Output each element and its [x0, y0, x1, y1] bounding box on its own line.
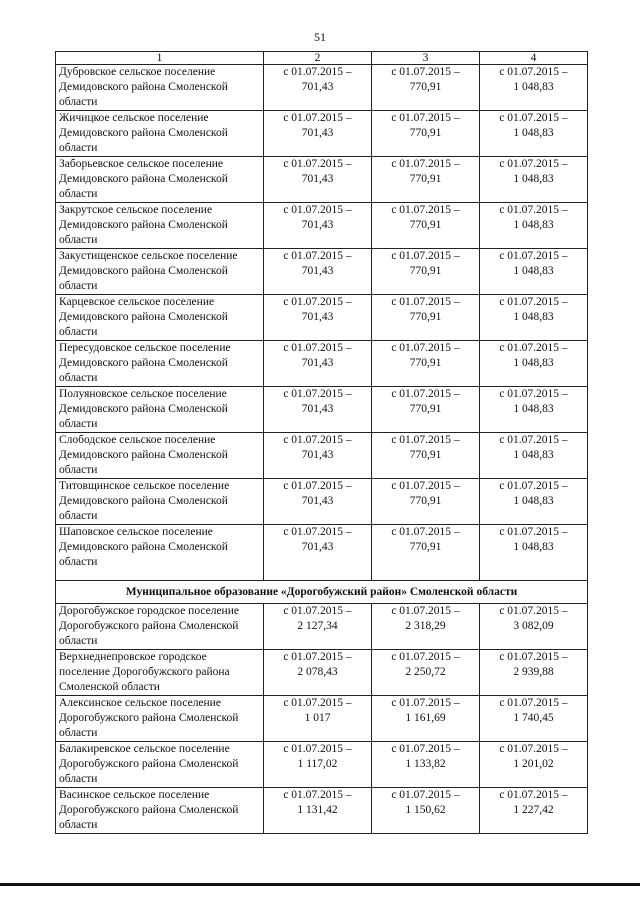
tariff-date: с 01.07.2015 –: [391, 434, 460, 446]
settlement-name: Шаповское сельское поселение Демидовского района Смоленской области: [56, 525, 264, 581]
tariff-cell-col4: [480, 742, 588, 788]
tariff-date: с 01.07.2015 –: [499, 743, 568, 755]
table-row: [56, 203, 588, 249]
table-row: [56, 295, 588, 341]
tariff-cell-col4: [480, 295, 588, 341]
tariff-value: 1 048,83: [513, 81, 554, 93]
settlement-name: Полуяновское сельское поселение Демидовского района Смоленской области: [56, 387, 264, 433]
tariff-date: с 01.07.2015 –: [283, 605, 352, 617]
column-number-row: [56, 52, 588, 65]
tariff-cell-col4: [480, 157, 588, 203]
tariff-value: 701,43: [301, 173, 334, 185]
tariff-date: с 01.07.2015 –: [391, 66, 460, 78]
tariff-value: 770,91: [409, 219, 442, 231]
tariff-date: с 01.07.2015 –: [499, 112, 568, 124]
tariff-cell-col2: [264, 249, 372, 295]
tariff-date: с 01.07.2015 –: [283, 434, 352, 446]
table-row: [56, 111, 588, 157]
settlement-name: Дорогобужское городское поселение Дорогобужского района Смоленской области: [56, 604, 264, 650]
settlement-name: Титовщинское сельское поселение Демидовского района Смоленской области: [56, 479, 264, 525]
tariff-date: с 01.07.2015 –: [283, 112, 352, 124]
tariff-date: с 01.07.2015 –: [391, 743, 460, 755]
tariff-date: с 01.07.2015 –: [283, 789, 352, 801]
tariff-cell-col2: [264, 341, 372, 387]
tariff-cell-col4: [480, 387, 588, 433]
tariff-cell-col3: [372, 525, 480, 581]
tariff-value: 1 117,02: [297, 758, 338, 770]
tariff-date: с 01.07.2015 –: [283, 480, 352, 492]
tariff-value: 3 082,09: [513, 620, 554, 632]
tariff-value: 701,43: [301, 495, 334, 507]
tariff-cell-col3: [372, 157, 480, 203]
tariff-value: 1 740,45: [513, 712, 554, 724]
tariff-cell-col4: [480, 650, 588, 696]
tariff-cell-col4: [480, 696, 588, 742]
table-row: [56, 650, 588, 696]
table-row: [56, 742, 588, 788]
tariff-date: с 01.07.2015 –: [391, 342, 460, 354]
page-number: 51: [314, 30, 326, 44]
tariff-value: 1 150,62: [405, 804, 446, 816]
tariff-date: с 01.07.2015 –: [499, 651, 568, 663]
tariff-cell-col3: [372, 650, 480, 696]
tariff-cell-col3: [372, 604, 480, 650]
tariff-cell-col4: [480, 525, 588, 581]
settlement-name: Алексинское сельское поселение Дорогобужского района Смоленской области: [56, 696, 264, 742]
tariff-date: с 01.07.2015 –: [391, 158, 460, 170]
tariff-value: 701,43: [301, 541, 334, 553]
tariff-date: с 01.07.2015 –: [391, 605, 460, 617]
tariff-cell-col2: [264, 111, 372, 157]
tariff-date: с 01.07.2015 –: [499, 296, 568, 308]
tariff-date: с 01.07.2015 –: [283, 158, 352, 170]
tariff-table: [55, 51, 588, 834]
tariff-cell-col2: [264, 433, 372, 479]
tariff-date: с 01.07.2015 –: [499, 605, 568, 617]
tariff-date: с 01.07.2015 –: [283, 296, 352, 308]
tariff-value: 701,43: [301, 357, 334, 369]
tariff-value: 1 048,83: [513, 311, 554, 323]
settlement-name: Заборьевское сельское поселение Демидовского района Смоленской области: [56, 157, 264, 203]
settlement-name: Слободское сельское поселение Демидовского района Смоленской области: [56, 433, 264, 479]
tariff-value: 1 201,02: [513, 758, 554, 770]
tariff-date: с 01.07.2015 –: [283, 342, 352, 354]
tariff-date: с 01.07.2015 –: [499, 250, 568, 262]
tariff-cell-col3: [372, 479, 480, 525]
tariff-value: 1 048,83: [513, 495, 554, 507]
tariff-date: с 01.07.2015 –: [391, 526, 460, 538]
tariff-date: с 01.07.2015 –: [391, 112, 460, 124]
table-row: [56, 696, 588, 742]
table-row: [56, 525, 588, 581]
tariff-date: с 01.07.2015 –: [283, 388, 352, 400]
tariff-date: с 01.07.2015 –: [283, 250, 352, 262]
tariff-date: с 01.07.2015 –: [499, 388, 568, 400]
tariff-cell-col3: [372, 295, 480, 341]
table-row: [56, 65, 588, 111]
settlement-name: Пересудовское сельское поселение Демидовского района Смоленской области: [56, 341, 264, 387]
tariff-value: 1 048,83: [513, 219, 554, 231]
tariff-date: с 01.07.2015 –: [283, 743, 352, 755]
tariff-date: с 01.07.2015 –: [499, 204, 568, 216]
tariff-value: 701,43: [301, 403, 334, 415]
tariff-cell-col3: [372, 788, 480, 834]
settlement-name: Дубровское сельское поселение Демидовского района Смоленской области: [56, 65, 264, 111]
tariff-value: 770,91: [409, 403, 442, 415]
tariff-value: 770,91: [409, 541, 442, 553]
tariff-cell-col3: [372, 742, 480, 788]
tariff-date: с 01.07.2015 –: [391, 480, 460, 492]
tariff-date: с 01.07.2015 –: [499, 697, 568, 709]
tariff-date: с 01.07.2015 –: [499, 158, 568, 170]
tariff-value: 701,43: [301, 219, 334, 231]
tariff-cell-col2: [264, 387, 372, 433]
tariff-cell-col3: [372, 696, 480, 742]
tariff-cell-col2: [264, 604, 372, 650]
tariff-value: 1 131,42: [297, 804, 338, 816]
table-row: [56, 788, 588, 834]
tariff-cell-col2: [264, 295, 372, 341]
tariff-value: 1 048,83: [513, 127, 554, 139]
tariff-value: 770,91: [409, 81, 442, 93]
tariff-value: 2 318,29: [405, 620, 446, 632]
tariff-cell-col2: [264, 696, 372, 742]
settlement-name: Балакиревское сельское поселение Дорогобужского района Смоленской области: [56, 742, 264, 788]
tariff-date: с 01.07.2015 –: [499, 526, 568, 538]
tariff-value: 1 227,42: [513, 804, 554, 816]
settlement-name: Закустищенское сельское поселение Демидовского района Смоленской области: [56, 249, 264, 295]
section-heading: Муниципальное образование «Дорогобужский район» Смоленской области: [56, 581, 588, 604]
tariff-cell-col4: [480, 203, 588, 249]
tariff-value: 1 048,83: [513, 173, 554, 185]
tariff-cell-col3: [372, 203, 480, 249]
tariff-date: с 01.07.2015 –: [391, 204, 460, 216]
tariff-value: 701,43: [301, 265, 334, 277]
tariff-cell-col4: [480, 341, 588, 387]
table-row: [56, 341, 588, 387]
tariff-value: 770,91: [409, 127, 442, 139]
tariff-value: 770,91: [409, 265, 442, 277]
tariff-date: с 01.07.2015 –: [499, 66, 568, 78]
column-number: 1: [56, 52, 264, 65]
tariff-value: 1 048,83: [513, 449, 554, 461]
tariff-date: с 01.07.2015 –: [499, 480, 568, 492]
table-row: [56, 479, 588, 525]
tariff-date: с 01.07.2015 –: [391, 651, 460, 663]
tariff-cell-col3: [372, 249, 480, 295]
settlement-name: Закрутское сельское поселение Демидовского района Смоленской области: [56, 203, 264, 249]
tariff-cell-col2: [264, 742, 372, 788]
column-number: 4: [480, 52, 588, 65]
tariff-date: с 01.07.2015 –: [283, 697, 352, 709]
tariff-cell-col4: [480, 788, 588, 834]
tariff-value: 1 048,83: [513, 541, 554, 553]
tariff-value: 2 250,72: [405, 666, 446, 678]
settlement-name: Карцевское сельское поселение Демидовского района Смоленской области: [56, 295, 264, 341]
table-row: [56, 433, 588, 479]
tariff-date: с 01.07.2015 –: [499, 342, 568, 354]
tariff-date: с 01.07.2015 –: [391, 388, 460, 400]
tariff-value: 1 048,83: [513, 357, 554, 369]
section-heading-row: [56, 581, 588, 604]
tariff-date: с 01.07.2015 –: [283, 204, 352, 216]
tariff-cell-col3: [372, 341, 480, 387]
tariff-cell-col2: [264, 525, 372, 581]
tariff-date: с 01.07.2015 –: [391, 697, 460, 709]
tariff-date: с 01.07.2015 –: [499, 789, 568, 801]
tariff-value: 770,91: [409, 173, 442, 185]
tariff-cell-col2: [264, 65, 372, 111]
tariff-value: 770,91: [409, 495, 442, 507]
tariff-cell-col2: [264, 157, 372, 203]
tariff-value: 701,43: [301, 311, 334, 323]
tariff-date: с 01.07.2015 –: [391, 250, 460, 262]
tariff-cell-col4: [480, 65, 588, 111]
tariff-cell-col2: [264, 788, 372, 834]
tariff-value: 1 017: [304, 712, 331, 724]
tariff-value: 701,43: [301, 127, 334, 139]
tariff-cell-col4: [480, 479, 588, 525]
table-row: [56, 604, 588, 650]
tariff-value: 2 127,34: [297, 620, 338, 632]
column-number: 3: [372, 52, 480, 65]
tariff-cell-col3: [372, 387, 480, 433]
tariff-value: 1 048,83: [513, 265, 554, 277]
tariff-cell-col4: [480, 604, 588, 650]
tariff-value: 701,43: [301, 449, 334, 461]
tariff-date: с 01.07.2015 –: [283, 66, 352, 78]
tariff-value: 1 161,69: [405, 712, 446, 724]
tariff-value: 2 078,43: [297, 666, 338, 678]
tariff-date: с 01.07.2015 –: [391, 789, 460, 801]
table-row: [56, 249, 588, 295]
tariff-cell-col4: [480, 111, 588, 157]
tariff-value: 1 048,83: [513, 403, 554, 415]
tariff-value: 701,43: [301, 81, 334, 93]
column-number: 2: [264, 52, 372, 65]
settlement-name: Жичицкое сельское поселение Демидовского района Смоленской области: [56, 111, 264, 157]
tariff-date: с 01.07.2015 –: [391, 296, 460, 308]
tariff-value: 770,91: [409, 357, 442, 369]
tariff-cell-col3: [372, 111, 480, 157]
tariff-value: 770,91: [409, 311, 442, 323]
page-bottom-rule: [0, 883, 640, 886]
tariff-date: с 01.07.2015 –: [283, 651, 352, 663]
tariff-cell-col4: [480, 433, 588, 479]
tariff-cell-col4: [480, 249, 588, 295]
tariff-value: 770,91: [409, 449, 442, 461]
tariff-cell-col2: [264, 479, 372, 525]
settlement-name: Васинское сельское поселение Дорогобужского района Смоленской области: [56, 788, 264, 834]
tariff-date: с 01.07.2015 –: [499, 434, 568, 446]
table-row: [56, 157, 588, 203]
tariff-value: 2 939,88: [513, 666, 554, 678]
tariff-cell-col3: [372, 65, 480, 111]
tariff-date: с 01.07.2015 –: [283, 526, 352, 538]
tariff-cell-col3: [372, 433, 480, 479]
table-row: [56, 387, 588, 433]
settlement-name: Верхнеднепровское городское поселение Дорогобужского района Смоленской области: [56, 650, 264, 696]
tariff-cell-col2: [264, 203, 372, 249]
tariff-value: 1 133,82: [405, 758, 446, 770]
tariff-cell-col2: [264, 650, 372, 696]
